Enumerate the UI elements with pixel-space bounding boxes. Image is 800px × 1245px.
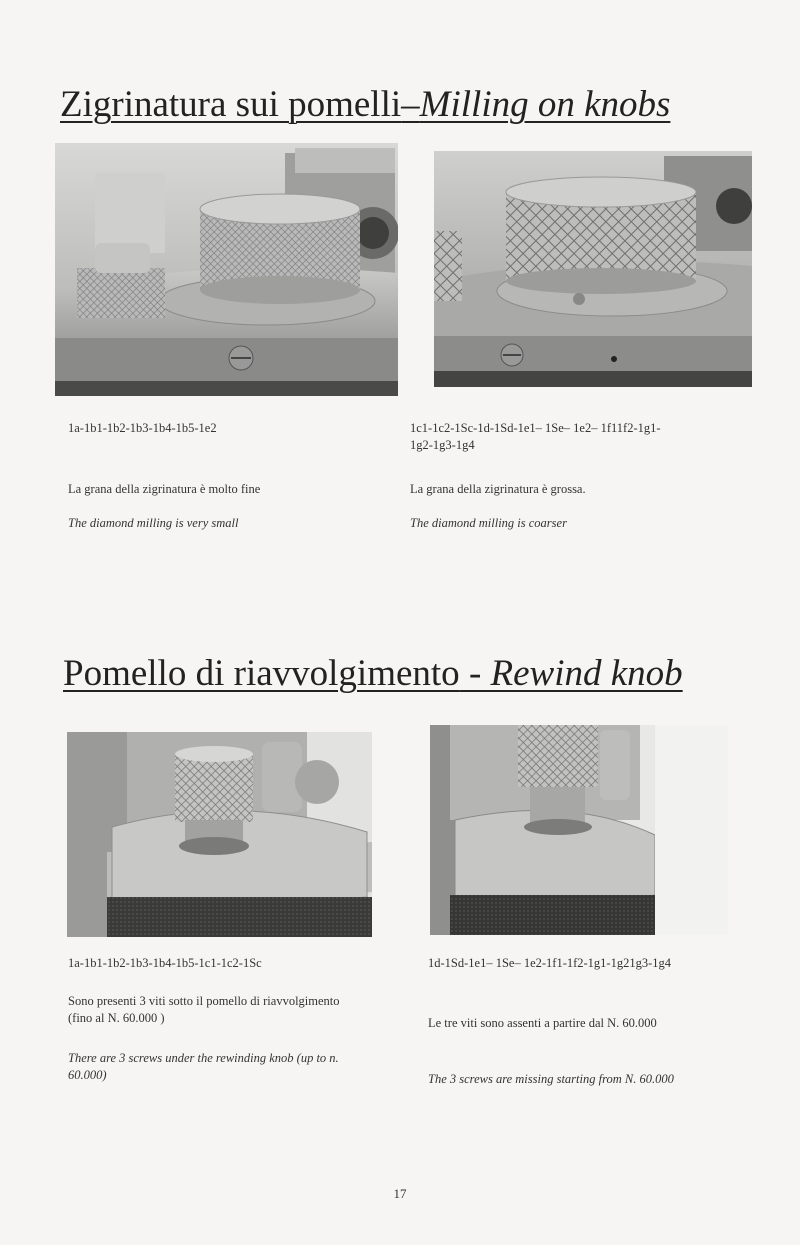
page-number: 17 — [393, 1186, 407, 1201]
section1-title-separator: – — [401, 84, 420, 125]
section1-title-en: Milling on knobs — [419, 84, 671, 125]
photo-fine-milling-knob — [55, 143, 398, 396]
section1-title-it: Zigrinatura sui pomelli — [60, 84, 402, 125]
section1-right-caption-it: La grana della zigrinatura è grossa. — [410, 482, 586, 496]
section2-title-separator: - — [459, 653, 491, 694]
section2-title-en: Rewind knob — [490, 653, 683, 694]
section1-right-codes: 1c1-1c2-1Sc-1d-1Sd-1e1– 1Se– 1e2– 1f11f2-1g1-1g2-1g3-1g4 — [410, 421, 661, 452]
section2-right-caption-en: The 3 screws are missing starting from N. 60.000 — [428, 1072, 674, 1086]
section1-heading — [60, 86, 670, 123]
photo-rewind-knob-with-screws — [67, 732, 372, 937]
section1-right-caption-en: The diamond milling is coarser — [410, 516, 567, 530]
section1-left-codes: 1a-1b1-1b2-1b3-1b4-1b5-1e2 — [68, 421, 217, 435]
section2-left-codes: 1a-1b1-1b2-1b3-1b4-1b5-1c1-1c2-1Sc — [68, 956, 262, 970]
section2-title-it: Pomello di riavvolgimento — [63, 653, 460, 694]
section2-left-caption-en: There are 3 screws under the rewinding knob (up to n. 60.000) — [68, 1051, 339, 1082]
section2-heading — [63, 655, 683, 692]
section1-left-caption-en: The diamond milling is very small — [68, 516, 239, 530]
section2-left-caption-it: Sono presenti 3 viti sotto il pomello di riavvolgimento (fino al N. 60.000 ) — [68, 994, 340, 1025]
photo-coarse-milling-knob — [434, 151, 752, 387]
photo-rewind-knob-without-screws — [430, 725, 728, 935]
section2-right-caption-it: Le tre viti sono assenti a partire dal N. 60.000 — [428, 1016, 657, 1030]
section1-left-caption-it: La grana della zigrinatura è molto fine — [68, 482, 261, 496]
section2-right-codes: 1d-1Sd-1e1– 1Se– 1e2-1f1-1f2-1g1-1g21g3-1g4 — [428, 956, 672, 970]
